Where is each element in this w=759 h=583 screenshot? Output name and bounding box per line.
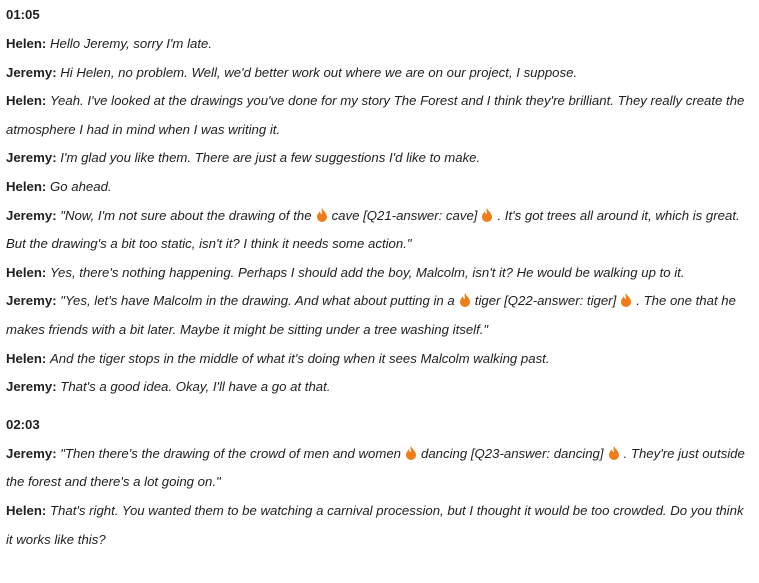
speaker-name: Helen: — [6, 350, 47, 366]
timestamp: 01:05 — [6, 7, 40, 22]
dialogue-line — [6, 440, 753, 497]
dialogue-line — [6, 373, 753, 402]
flame-icon — [620, 293, 632, 307]
speaker-name: Jeremy: — [6, 64, 57, 80]
speaker-name: Helen: — [6, 93, 47, 109]
dialogue-text: Go ahead. — [49, 178, 112, 194]
dialogue-text: . The one that he makes friends with a bit later. Maybe it might be sitting under a tree washing itself." — [6, 293, 736, 337]
dialogue-line — [6, 59, 753, 88]
dialogue-text: . It's got trees all around it, which is great. But the drawing's a bit too static, isn't it? I think it needs some action." — [6, 207, 740, 252]
dialogue-line — [6, 287, 753, 344]
dialogue-text: Yes, there's nothing happening. Perhaps I should add the boy, Malcolm, isn't it? He would be walking up to it. — [49, 264, 685, 280]
speaker-name: Jeremy: — [6, 150, 57, 166]
transcript-section-1 — [6, 4, 753, 402]
dialogue-text: . They're just outside the forest and there's a lot going on." — [6, 445, 745, 490]
speaker-name: Jeremy: — [6, 379, 57, 395]
answer-text: dancing [Q23-answer: dancing] — [421, 445, 604, 461]
speaker-name: Helen: — [6, 502, 47, 518]
flame-icon — [405, 446, 417, 460]
flame-icon — [481, 208, 493, 222]
dialogue-text: "Now, I'm not sure about the drawing of the — [60, 207, 312, 223]
speaker-name: Helen: — [6, 264, 47, 280]
speaker-name: Jeremy: — [6, 207, 57, 223]
dialogue-line — [6, 259, 753, 288]
dialogue-text: That's a good idea. Okay, I'll have a go at that. — [60, 379, 331, 395]
dialogue-text: Hello Jeremy, sorry I'm late. — [49, 36, 213, 51]
speaker-name: Helen: — [6, 36, 47, 51]
flame-icon — [316, 208, 328, 222]
answer-text: cave [Q21-answer: cave] — [331, 207, 478, 223]
speaker-name: Jeremy: — [6, 293, 57, 309]
dialogue-text: That's right. You wanted them to be watching a carnival procession, but I thought it would be too crowded. Do you think it works like this? — [6, 502, 744, 547]
timestamp: 02:03 — [6, 416, 40, 432]
dialogue-line — [6, 497, 753, 554]
speaker-name: Jeremy: — [6, 445, 57, 461]
dialogue-text: "Yes, let's have Malcolm in the drawing. And what about putting in a — [60, 293, 455, 309]
dialogue-text: And the tiger stops in the middle of what it's doing when it sees Malcolm walking past. — [49, 350, 550, 366]
dialogue-text: I'm glad you like them. There are just a few suggestions I'd like to make. — [60, 150, 481, 166]
flame-icon — [608, 446, 620, 460]
speaker-name: Helen: — [6, 178, 47, 194]
dialogue-text: Yeah. I've looked at the drawings you've done for my story The Forest and I think they're brilliant. They really create the atmosphere I had in mind when I was writing it. — [6, 93, 745, 137]
dialogue-line — [6, 87, 753, 144]
dialogue-line — [6, 30, 753, 59]
answer-text: tiger [Q22-answer: tiger] — [474, 293, 617, 309]
dialogue-text: "Then there's the drawing of the crowd of men and women — [60, 445, 402, 461]
dialogue-text: Hi Helen, no problem. Well, we'd better work out where we are on our project, I suppose. — [60, 64, 578, 80]
dialogue-line — [6, 173, 753, 202]
dialogue-line — [6, 144, 753, 173]
dialogue-line — [6, 202, 753, 259]
flame-icon — [459, 293, 471, 307]
dialogue-line — [6, 345, 753, 374]
transcript-section-2 — [6, 414, 753, 554]
